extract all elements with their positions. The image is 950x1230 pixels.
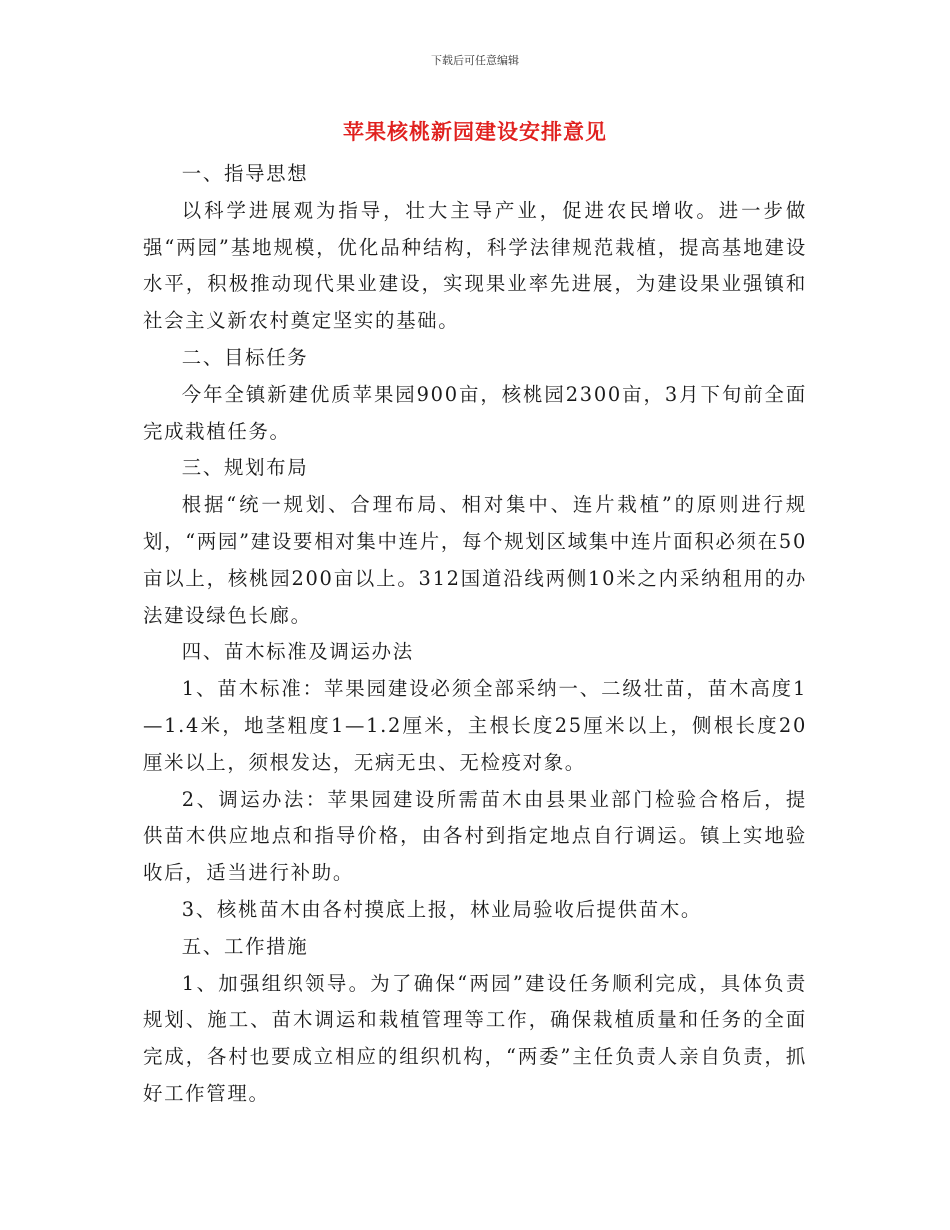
section-heading-planning-layout: 三、规划布局	[181, 456, 309, 480]
paragraph-target-tasks: 今年全镇新建优质苹果园900亩，核桃园2300亩，3月下旬前全面完成栽植任务。	[143, 382, 807, 443]
page-header-note: 下载后可任意编辑	[431, 54, 519, 67]
section-heading-target-tasks: 二、目标任务	[181, 345, 309, 369]
paragraph-guiding-thought: 以科学进展观为指导，壮大主导产业，促进农民增收。进一步做强“两园”基地规模，优化品种结构，科学法律规范栽植，提高基地建设水平，积极推动现代果业建设，实现果业率先进展，为建设果业强镇和社会主义新农村奠定坚实的基础。	[143, 198, 807, 333]
section-heading-work-measures: 五、工作措施	[181, 934, 309, 958]
paragraph-planning-layout: 根据“统一规划、合理布局、相对集中、连片栽植”的原则进行规划，“两园”建设要相对集中连片，每个规划区域集中连片面积必须在50亩以上，核桃园200亩以上。312国道沿线两侧10米之内采纳租用的办法建设绿色长廊。	[143, 493, 807, 627]
document-title: 苹果核桃新园建设安排意见	[343, 119, 607, 144]
section-heading-guiding-thought: 一、指导思想	[181, 162, 309, 185]
paragraph-organization-leadership: 1、加强组织领导。为了确保“两园”建设任务顺利完成，具体负责规划、施工、苗木调运和栽植管理等工作，确保栽植质量和任务的全面完成，各村也要成立相应的组织机构，“两委”主任负责人亲自负责，抓好工作管理。	[143, 971, 807, 1105]
paragraph-walnut-seedlings: 3、核桃苗木由各村摸底上报，林业局验收后提供苗木。	[181, 897, 703, 921]
paragraph-transport-method: 2、调运办法：苹果园建设所需苗木由县果业部门检验合格后，提供苗木供应地点和指导价格，由各村到指定地点自行调运。镇上实地验收后，适当进行补助。	[143, 787, 807, 885]
document-body	[143, 156, 807, 1113]
paragraph-seedling-standards: 1、苗木标准：苹果园建设必须全部采纳一、二级壮苗，苗木高度1—1.4米，地茎粗度1—1.2厘米，主根长度25厘米以上，侧根长度20厘米以上，须根发达，无病无虫、无检疫对象。	[143, 677, 807, 774]
section-heading-seedling-standards: 四、苗木标准及调运办法	[181, 640, 414, 664]
